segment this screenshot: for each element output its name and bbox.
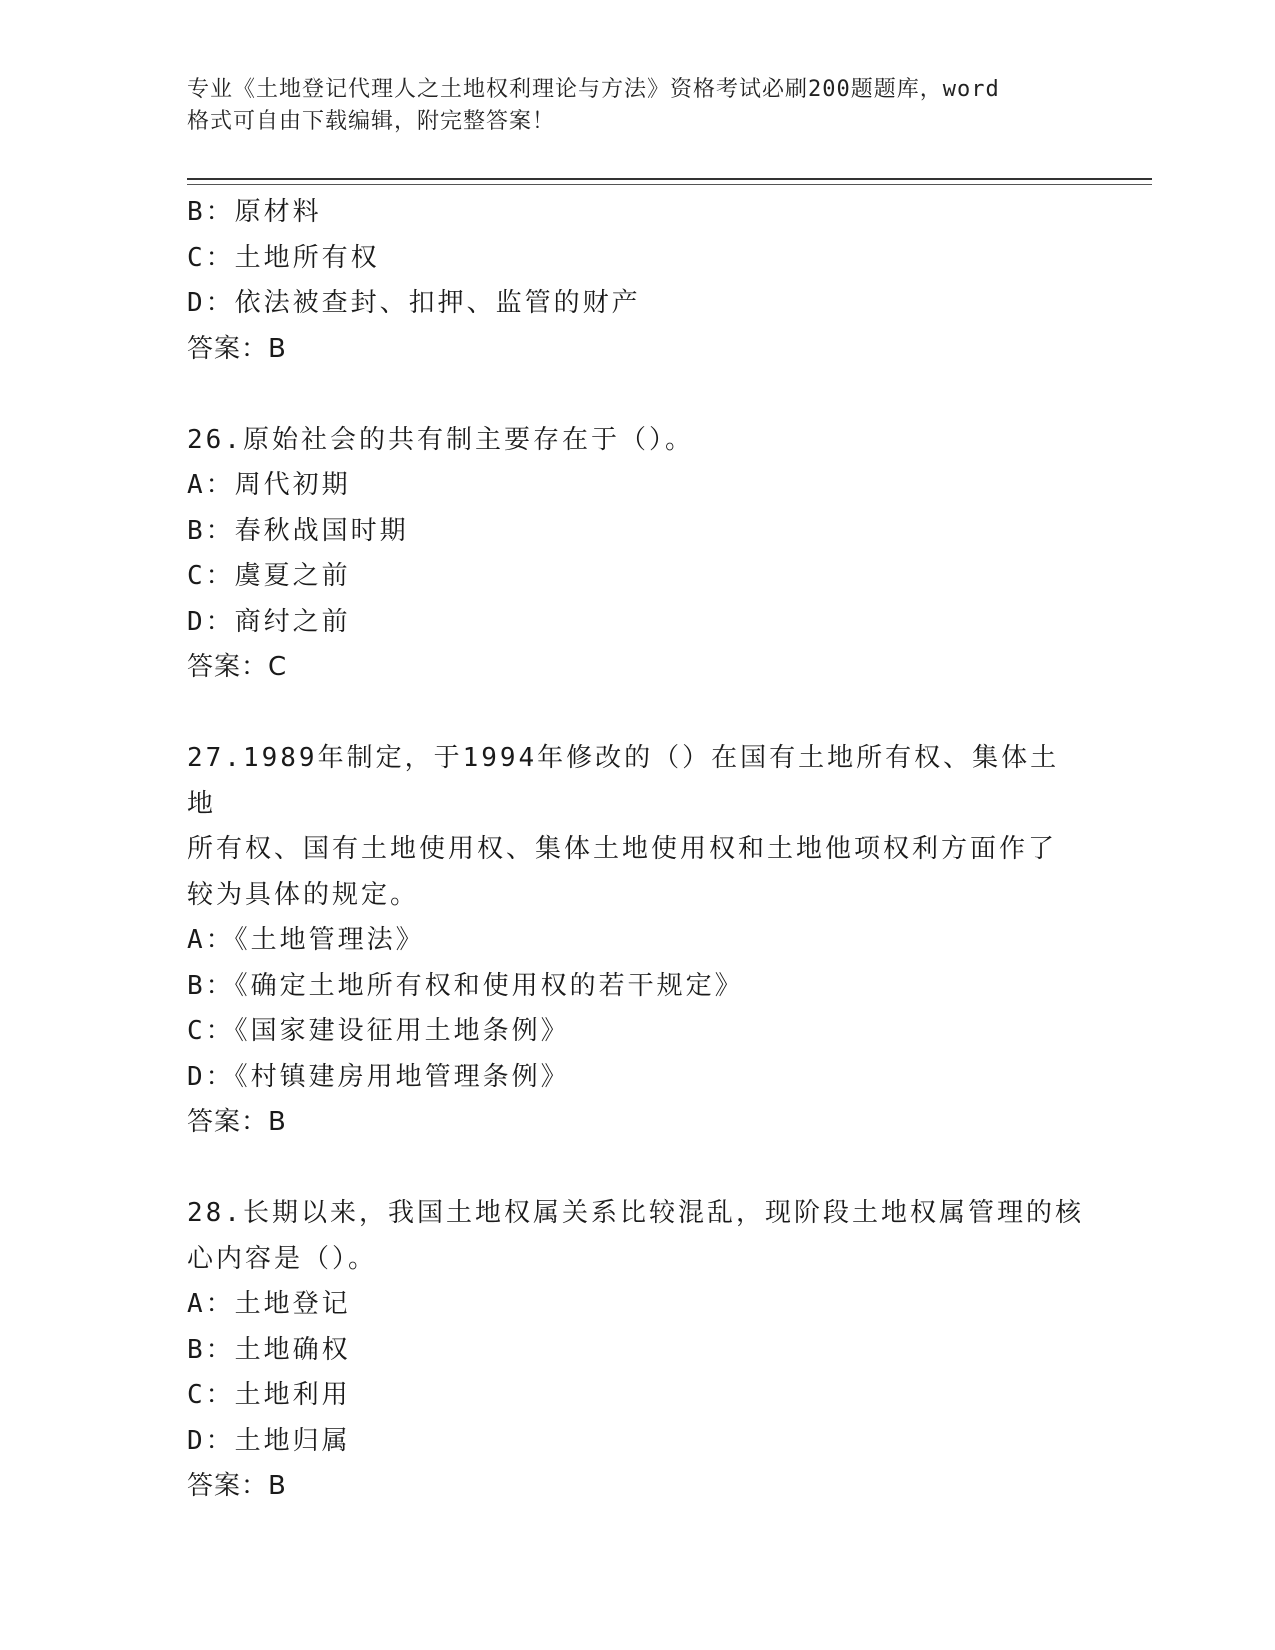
header-rule-thin [187,184,1152,185]
answer-option: C：《国家建设征用土地条例》 [187,1016,570,1046]
answer-option: B：原材料 [187,197,322,227]
question-text-line: 27.1989年制定，于1994年修改的（）在国有土地所有权、集体土地 [187,743,1060,819]
question-text-line: 较为具体的规定。 [187,879,420,910]
document-header: 专业《土地登记代理人之土地权利理论与方法》资格考试必刷200题题库，word 格式可自由下载编辑，附完整答案！ [187,77,1000,134]
answer-option: C：土地所有权 [187,242,380,273]
answer-option: B：《确定土地所有权和使用权的若干规定》 [187,970,744,1001]
block-spacer [187,1146,1087,1192]
question-block [187,736,1087,1146]
answer-key: 答案：B [187,1107,287,1137]
block-spacer [187,691,1087,737]
header-rule-thick [187,178,1152,180]
answer-option: C：土地利用 [187,1380,351,1410]
question-block [187,190,1087,372]
question-list [187,190,1087,1510]
answer-option: D：依法被查封、扣押、监管的财产 [187,288,641,318]
answer-option: A：《土地管理法》 [187,925,425,955]
answer-option: D：土地归属 [187,1425,351,1456]
question-text-line: 所有权、国有土地使用权、集体土地使用权和土地他项权利方面作了 [187,834,1058,864]
question-block [187,1191,1087,1510]
answer-option: A：周代初期 [187,470,351,500]
answer-key: 答案：B [187,1471,287,1501]
block-spacer [187,372,1087,418]
answer-key: 答案：C [187,652,288,682]
question-block [187,418,1087,691]
answer-option: D：《村镇建房用地管理条例》 [187,1061,570,1092]
question-text-line: 26.原始社会的共有制主要存在于（）。 [187,424,694,455]
answer-option: D：商纣之前 [187,606,351,637]
question-text-line: 28.长期以来，我国土地权属关系比较混乱，现阶段土地权属管理的核 [187,1198,1084,1228]
answer-key: 答案：B [187,333,287,364]
answer-option: C：虞夏之前 [187,561,351,591]
answer-option: B：土地确权 [187,1334,351,1365]
answer-option: A：土地登记 [187,1289,351,1319]
answer-option: B：春秋战国时期 [187,515,409,546]
question-text-line: 心内容是（）。 [187,1243,378,1274]
